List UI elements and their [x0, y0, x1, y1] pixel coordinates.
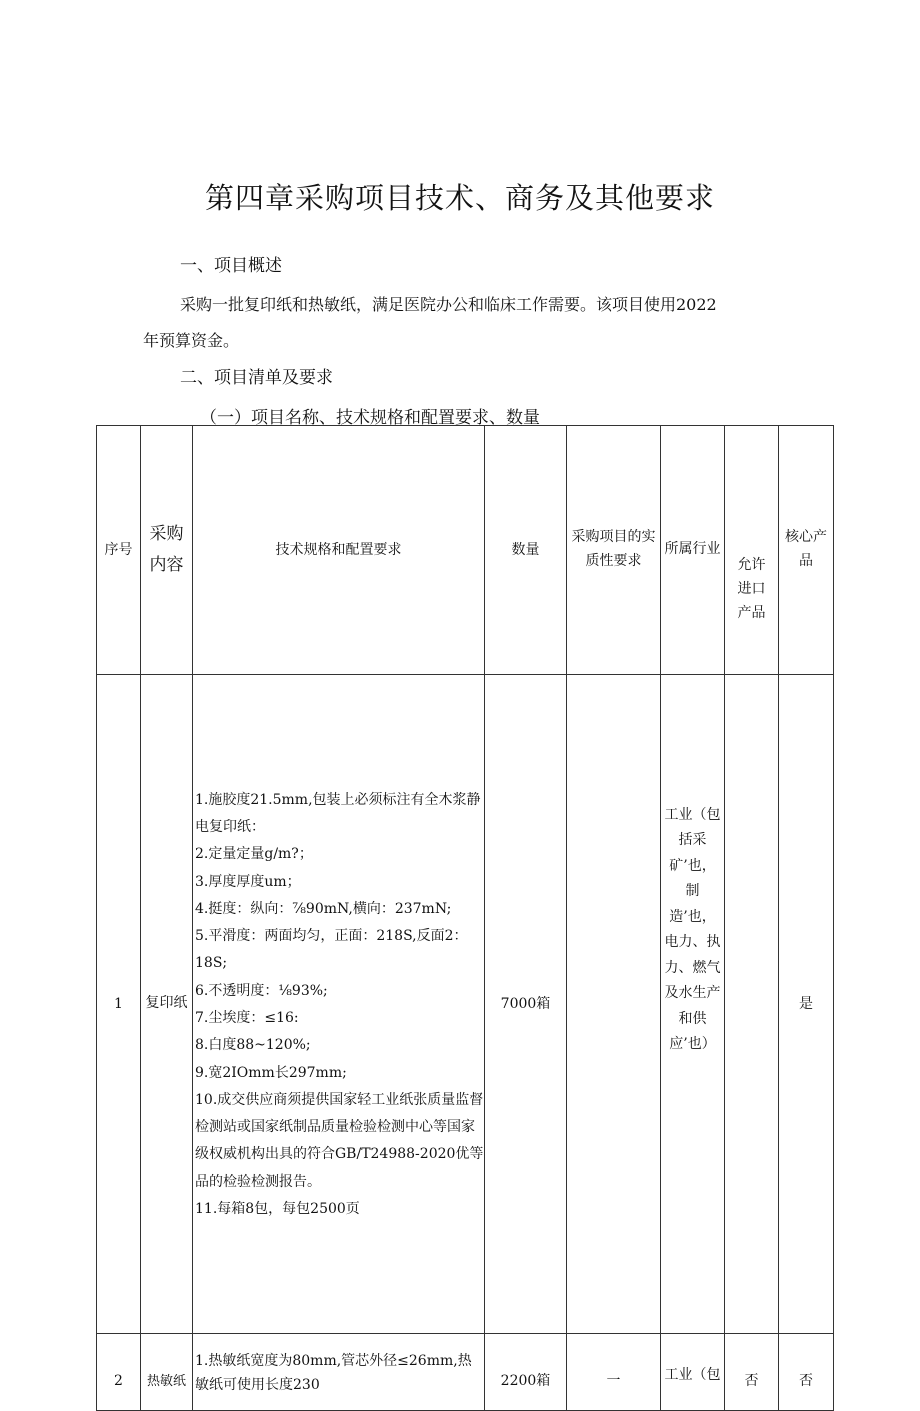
header-import: 允许进口产品: [725, 426, 779, 675]
table-header-row: [97, 426, 834, 675]
row2-qty: 2200箱: [485, 1334, 567, 1411]
row1-spec: [193, 675, 485, 1334]
requirements-table: [96, 425, 834, 1411]
spec-item: 8.白度88~120%;: [195, 1037, 311, 1054]
spec-item: 1.施胶度21.5mm,包装上必须标注有全木浆静电复印纸：: [195, 791, 481, 835]
row1-core: 是: [779, 675, 834, 1334]
spec-item: 10.成交供应商须提供国家轻工业纸张质量监督检测站或国家纸制品质量检验检测中心等国家级权威机构出具的符合GB/T24988-2020优等品的检验检测报告。: [195, 1091, 484, 1190]
row1-content: 复印纸: [141, 675, 193, 1334]
row2-core: 否: [779, 1334, 834, 1411]
subsection-heading: （一）项目名称、技术规格和配置要求、数量: [200, 408, 540, 428]
spec-item: 4.挺度：纵向：⅞90mN,横向：237mN;: [195, 900, 452, 917]
header-content: 采购内容: [141, 426, 193, 675]
spec-item: 3.厚度厚度um；: [195, 873, 301, 890]
row2-import: 否: [725, 1334, 779, 1411]
row1-industry: 工业（包括采矿’也，制造’也，电力、执力、燃气及水生产和供应’也）: [661, 675, 725, 1334]
header-core: 核心产品: [779, 426, 834, 675]
spec-item: 9.宽2IOmm长297mm;: [195, 1064, 347, 1081]
header-qty: 数量: [485, 426, 567, 675]
row1-substantive: [567, 675, 661, 1334]
table-row: [97, 1334, 834, 1411]
row1-qty: 7000箱: [485, 675, 567, 1334]
overview-text-line2: 年预算资金。: [143, 331, 240, 350]
spec-item: 2.定量定量g/m?；: [195, 846, 313, 863]
spec-item: 1.热敏纸宽度为80mm,管芯外径≤26mm,热敏纸可使用长度230: [195, 1352, 472, 1393]
row2-substantive: 一: [567, 1334, 661, 1411]
header-industry: 所属行业: [661, 426, 725, 675]
header-substantive: 采购项目的实质性要求: [567, 426, 661, 675]
overview-text-line1: 采购一批复印纸和热敏纸，满足医院办公和临床工作需要。该项目使用2022: [180, 295, 717, 314]
spec-item: 7.尘埃度：≤16:: [195, 1010, 299, 1026]
row1-import: [725, 675, 779, 1334]
row2-seq: 2: [97, 1334, 141, 1411]
section-heading-list: 二、项目清单及要求: [180, 368, 333, 388]
spec-item: 5.平滑度：两面均匀，正面：218S,反面2：18S;: [195, 928, 468, 972]
section-heading-overview: 一、项目概述: [180, 256, 282, 276]
header-spec: 技术规格和配置要求: [193, 426, 485, 675]
spec-item: 6.不透明度：⅛93%;: [195, 982, 328, 999]
header-seq: 序号: [97, 426, 141, 675]
row2-spec: [193, 1334, 485, 1411]
row2-content: 热敏纸: [141, 1334, 193, 1411]
chapter-title: 第四章采购项目技术、商务及其他要求: [204, 181, 715, 215]
row1-seq: 1: [97, 675, 141, 1334]
row2-industry: 工业（包: [661, 1334, 725, 1411]
spec-item: 11.每箱8包，每包2500页: [195, 1201, 360, 1218]
table-row: [97, 675, 834, 1334]
